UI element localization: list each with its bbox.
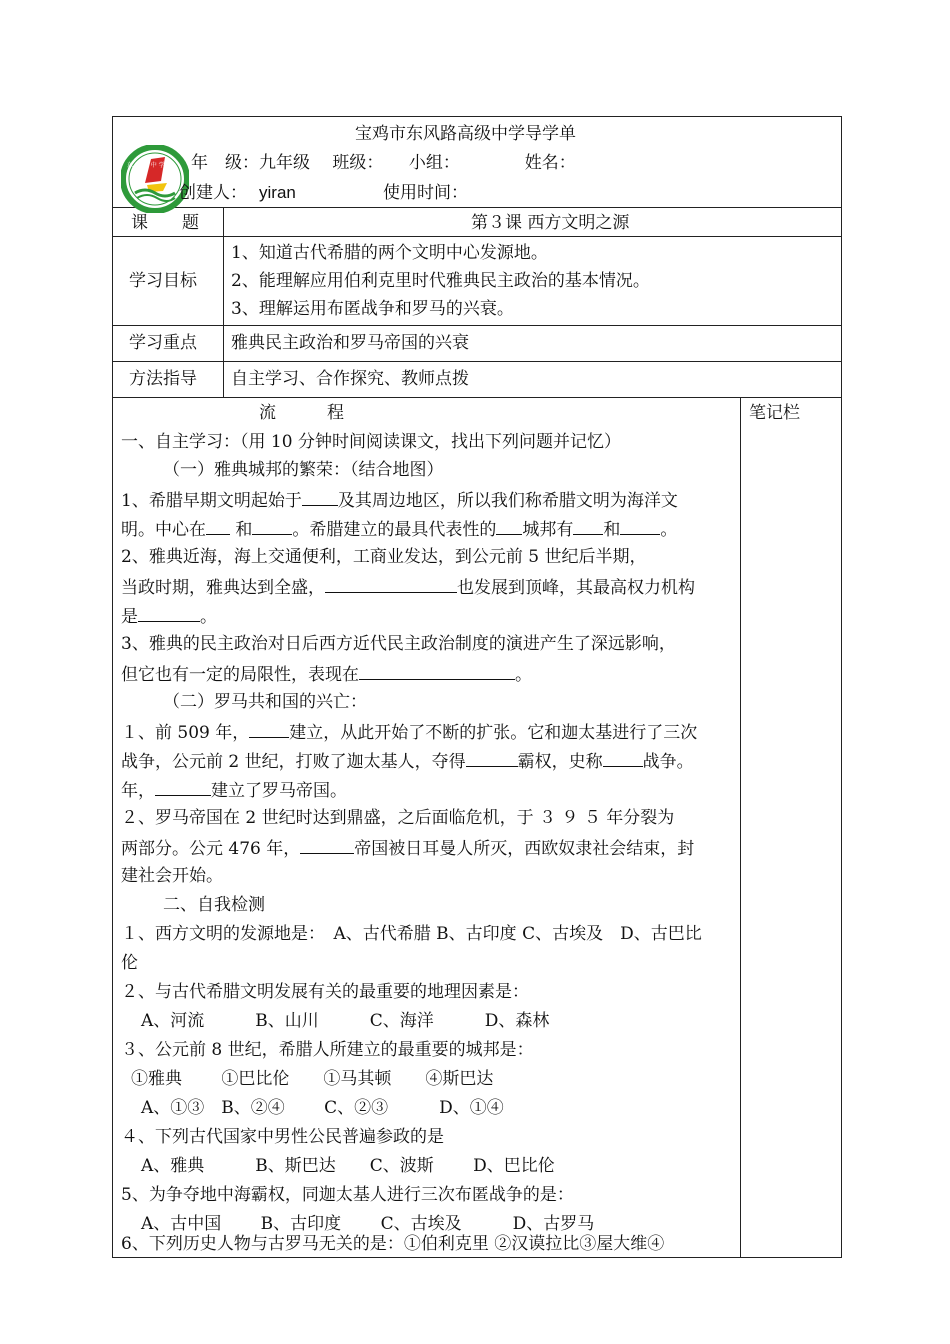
section2-title: 二、自我检测 (163, 895, 265, 915)
t3-items: ①雅典 ①巴比伦 ①马其顿 ④斯巴达 (131, 1069, 494, 1089)
q3-line1: 3、雅典的民主政治对日后西方近代民主政治制度的演进产生了深远影响， (121, 634, 676, 654)
school-title: 宝鸡市东风路高级中学导学单 (355, 124, 576, 144)
r2-line1: ２、罗马帝国在 2 世纪时达到鼎盛，之后面临危机，于 ３ ９ ５ 年分裂为 (121, 808, 675, 828)
r1-line3: 年， 建立了罗马帝国。 (121, 781, 347, 801)
r2-line3: 建社会开始。 (121, 866, 223, 886)
t3-options: A、①③ B、②④ C、②③ D、①④ (141, 1098, 504, 1118)
focus-value: 雅典民主政治和罗马帝国的兴衰 (231, 333, 469, 353)
t1-line2: 伦 (121, 953, 138, 973)
method-label: 方法指导 (129, 369, 197, 389)
t4-options: A、雅典 B、斯巴达 C、波斯 D、巴比伦 (141, 1156, 555, 1176)
t2-options: A、河流 B、山川 C、海洋 D、森林 (141, 1011, 550, 1031)
t5-options: A、古中国 B、古印度 C、古埃及 D、古罗马 (141, 1214, 595, 1234)
creator-name: yiran (259, 183, 296, 202)
objective-item: 3、理解运用布匿战争和罗马的兴衰。 (231, 299, 514, 319)
sub1-title: （一）雅典城邦的繁荣：（结合地图） (163, 460, 444, 480)
q2-line3: 是 。 (121, 607, 217, 627)
sub2-title: （二）罗马共和国的兴亡： (163, 692, 367, 712)
focus-label: 学习重点 (129, 333, 197, 353)
t3-question: ３、公元前 8 世纪，希腊人所建立的最重要的城邦是： (121, 1040, 534, 1060)
r1-line1: １、前 509 年， 建立，从此开始了不断的扩张。它和迦太基进行了三次 (121, 723, 698, 743)
objectives-label: 学习目标 (129, 271, 197, 291)
topic-value: 第３课 西方文明之源 (471, 213, 630, 233)
section1-title: 一、自主学习：（用 10 分钟时间阅读课文，找出下列问题并记忆） (121, 432, 621, 452)
t1-line1: １、西方文明的发源地是： A、古代希腊 B、古印度 C、古埃及 D、古巴比 (121, 924, 702, 944)
objective-item: 2、能理解应用伯利克里时代雅典民主政治的基本情况。 (231, 271, 650, 291)
notes-label: 笔记栏 (749, 403, 800, 423)
objective-item: 1、知道古代希腊的两个文明中心发源地。 (231, 243, 548, 263)
q2-line2: 当政时期，雅典达到全盛， 也发展到顶峰，其最高权力机构 (121, 578, 695, 598)
t5-question: 5、为争夺地中海霸权，同迦太基人进行三次布匿战争的是： (121, 1185, 574, 1205)
r1-line2: 战争，公元前 2 世纪，打败了迦太基人，夺得 霸权，史称 战争。 (121, 752, 694, 772)
topic-label: 课 题 (131, 213, 199, 233)
method-value: 自主学习、合作探究、教师点拨 (231, 369, 469, 389)
q1-line2: 明。中心在 和 。希腊建立的最具代表性的 城邦有 和 。 (121, 520, 678, 540)
q3-line2: 但它也有一定的局限性，表现在 。 (121, 665, 532, 685)
grade-class-line: 年 级：九年级 班级： 小组： 姓名： (191, 153, 576, 173)
t2-question: ２、与古代希腊文明发展有关的最重要的地理因素是： (121, 982, 529, 1002)
q2-line1: 2、雅典近海，海上交通便利，工商业发达，到公元前 5 世纪后半期， (121, 547, 647, 567)
process-heading: 流 程 (259, 403, 344, 423)
use-time-label: 使用时间： (383, 183, 468, 203)
svg-text:东 风 路 中 学: 东 风 路 中 学 (127, 162, 165, 169)
t6-question: 6、下列历史人物与古罗马无关的是：①伯利克里 ②汉谟拉比③屋大维④ (121, 1234, 665, 1254)
r2-line2: 两部分。公元 476 年， 帝国被日耳曼人所灭，西欧奴隶社会结束，封 (121, 839, 695, 859)
q1-line1: 1、希腊早期文明起始于 及其周边地区，所以我们称希腊文明为海洋文 (121, 491, 678, 511)
t4-question: ４、下列古代国家中男性公民普遍参政的是 (121, 1127, 444, 1147)
study-sheet (112, 116, 842, 1258)
creator-label: 创建人： (179, 183, 247, 203)
